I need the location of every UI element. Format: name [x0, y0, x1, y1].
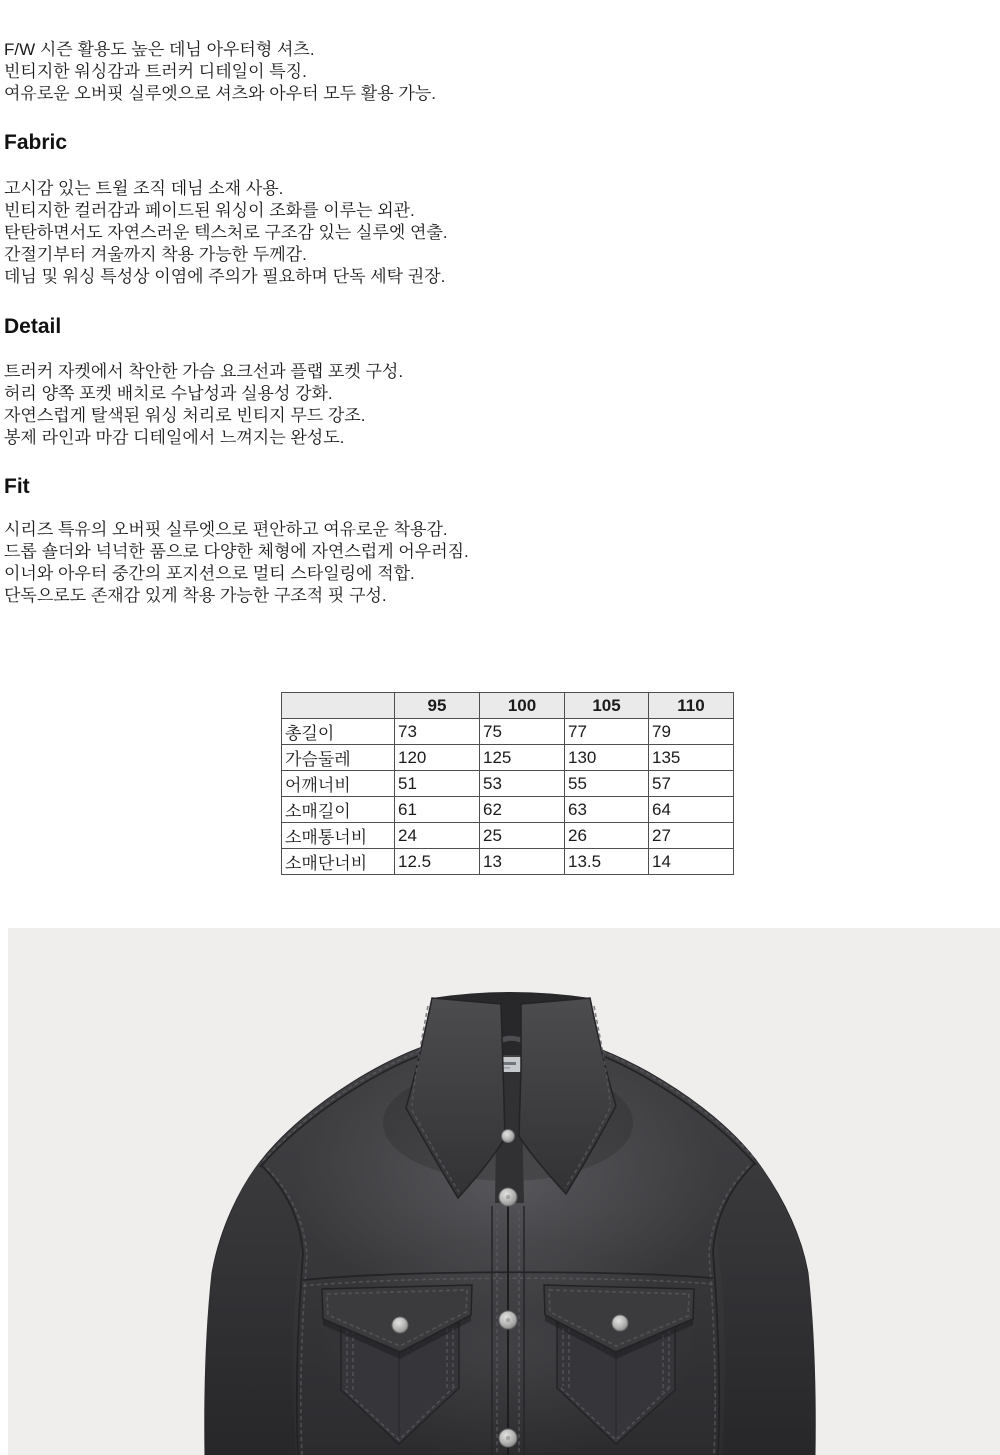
measure-value: 26 — [565, 823, 649, 849]
measure-label: 어깨너비 — [282, 771, 395, 797]
text-line: 탄탄하면서도 자연스러운 텍스처로 구조감 있는 실루엣 연출. — [4, 223, 448, 242]
table-row — [282, 823, 734, 849]
measure-value: 62 — [480, 797, 565, 823]
measure-value: 24 — [395, 823, 480, 849]
snap-button-icon — [502, 1130, 515, 1143]
section-heading-detail: Detail — [4, 315, 62, 338]
fit-paragraph — [4, 519, 469, 607]
measure-value: 57 — [649, 771, 734, 797]
text-line: 빈티지한 컬러감과 페이드된 워싱이 조화를 이루는 외관. — [4, 201, 415, 220]
text-line: 드롭 숄더와 넉넉한 품으로 다양한 체형에 자연스럽게 어우러짐. — [4, 542, 469, 561]
text-line: F/W 시즌 활용도 높은 데님 아우터형 셔츠. — [4, 40, 315, 59]
size-spec-table — [281, 692, 734, 875]
measure-value: 135 — [649, 745, 734, 771]
measure-value: 51 — [395, 771, 480, 797]
text-line: 봉제 라인과 마감 디테일에서 느껴지는 완성도. — [4, 428, 345, 447]
size-column-header: 95 — [395, 693, 480, 719]
measure-label: 가슴둘레 — [282, 745, 395, 771]
corner-cell — [282, 693, 395, 719]
measure-value: 77 — [565, 719, 649, 745]
measure-label: 총길이 — [282, 719, 395, 745]
text-line: 간절기부터 겨울까지 착용 가능한 두께감. — [4, 245, 307, 264]
text-line: 시리즈 특유의 오버핏 실루엣으로 편안하고 여유로운 착용감. — [4, 520, 448, 539]
measure-value: 64 — [649, 797, 734, 823]
section-heading-fit: Fit — [4, 475, 30, 498]
pocket-snap-icon — [612, 1315, 628, 1331]
text-line: 데님 및 워싱 특성상 이염에 주의가 필요하며 단독 세탁 권장. — [4, 267, 446, 286]
measure-value: 27 — [649, 823, 734, 849]
measure-value: 75 — [480, 719, 565, 745]
measure-label: 소매길이 — [282, 797, 395, 823]
text-line: 빈티지한 워싱감과 트러커 디테일이 특징. — [4, 62, 307, 81]
measure-label: 소매통너비 — [282, 823, 395, 849]
text-line: 단독으로도 존재감 있게 착용 가능한 구조적 핏 구성. — [4, 586, 387, 605]
table-header-row — [282, 693, 734, 719]
measure-value: 55 — [565, 771, 649, 797]
table-row — [282, 771, 734, 797]
table-row — [282, 849, 734, 875]
measure-value: 13 — [480, 849, 565, 875]
fabric-paragraph — [4, 178, 448, 288]
measure-value: 53 — [480, 771, 565, 797]
text-line: 고시감 있는 트윌 조직 데님 소재 사용. — [4, 179, 284, 198]
text-line: 자연스럽게 탈색된 워싱 처리로 빈티지 무드 강조. — [4, 406, 366, 425]
detail-paragraph — [4, 361, 403, 449]
measure-value: 63 — [565, 797, 649, 823]
measure-value: 25 — [480, 823, 565, 849]
measure-value: 14 — [649, 849, 734, 875]
jacket-left-sleeve — [205, 1162, 301, 1455]
measure-value: 13.5 — [565, 849, 649, 875]
measure-value: 12.5 — [395, 849, 480, 875]
measure-label: 소매단너비 — [282, 849, 395, 875]
product-image — [8, 928, 1000, 1455]
measure-value: 73 — [395, 719, 480, 745]
text-line: 허리 양쪽 포켓 배치로 수납성과 실용성 강화. — [4, 384, 333, 403]
jacket-right-sleeve — [717, 1160, 815, 1455]
text-line: 이너와 아우터 중간의 포지션으로 멀티 스타일링에 적합. — [4, 564, 415, 583]
measure-value: 130 — [565, 745, 649, 771]
table-row — [282, 719, 734, 745]
jacket-illustration — [8, 928, 1000, 1455]
table-row — [282, 797, 734, 823]
pocket-snap-icon — [392, 1317, 408, 1333]
measure-value: 125 — [480, 745, 565, 771]
size-column-header: 100 — [480, 693, 565, 719]
size-column-header: 105 — [565, 693, 649, 719]
size-column-header: 110 — [649, 693, 734, 719]
section-heading-fabric: Fabric — [4, 131, 68, 154]
intro-paragraph — [4, 39, 436, 105]
text-line: 여유로운 오버핏 실루엣으로 셔츠와 아우터 모두 활용 가능. — [4, 84, 436, 103]
measure-value: 61 — [395, 797, 480, 823]
table-row — [282, 745, 734, 771]
measure-value: 120 — [395, 745, 480, 771]
measure-value: 79 — [649, 719, 734, 745]
text-line: 트러커 자켓에서 착안한 가슴 요크선과 플랩 포켓 구성. — [4, 362, 404, 381]
